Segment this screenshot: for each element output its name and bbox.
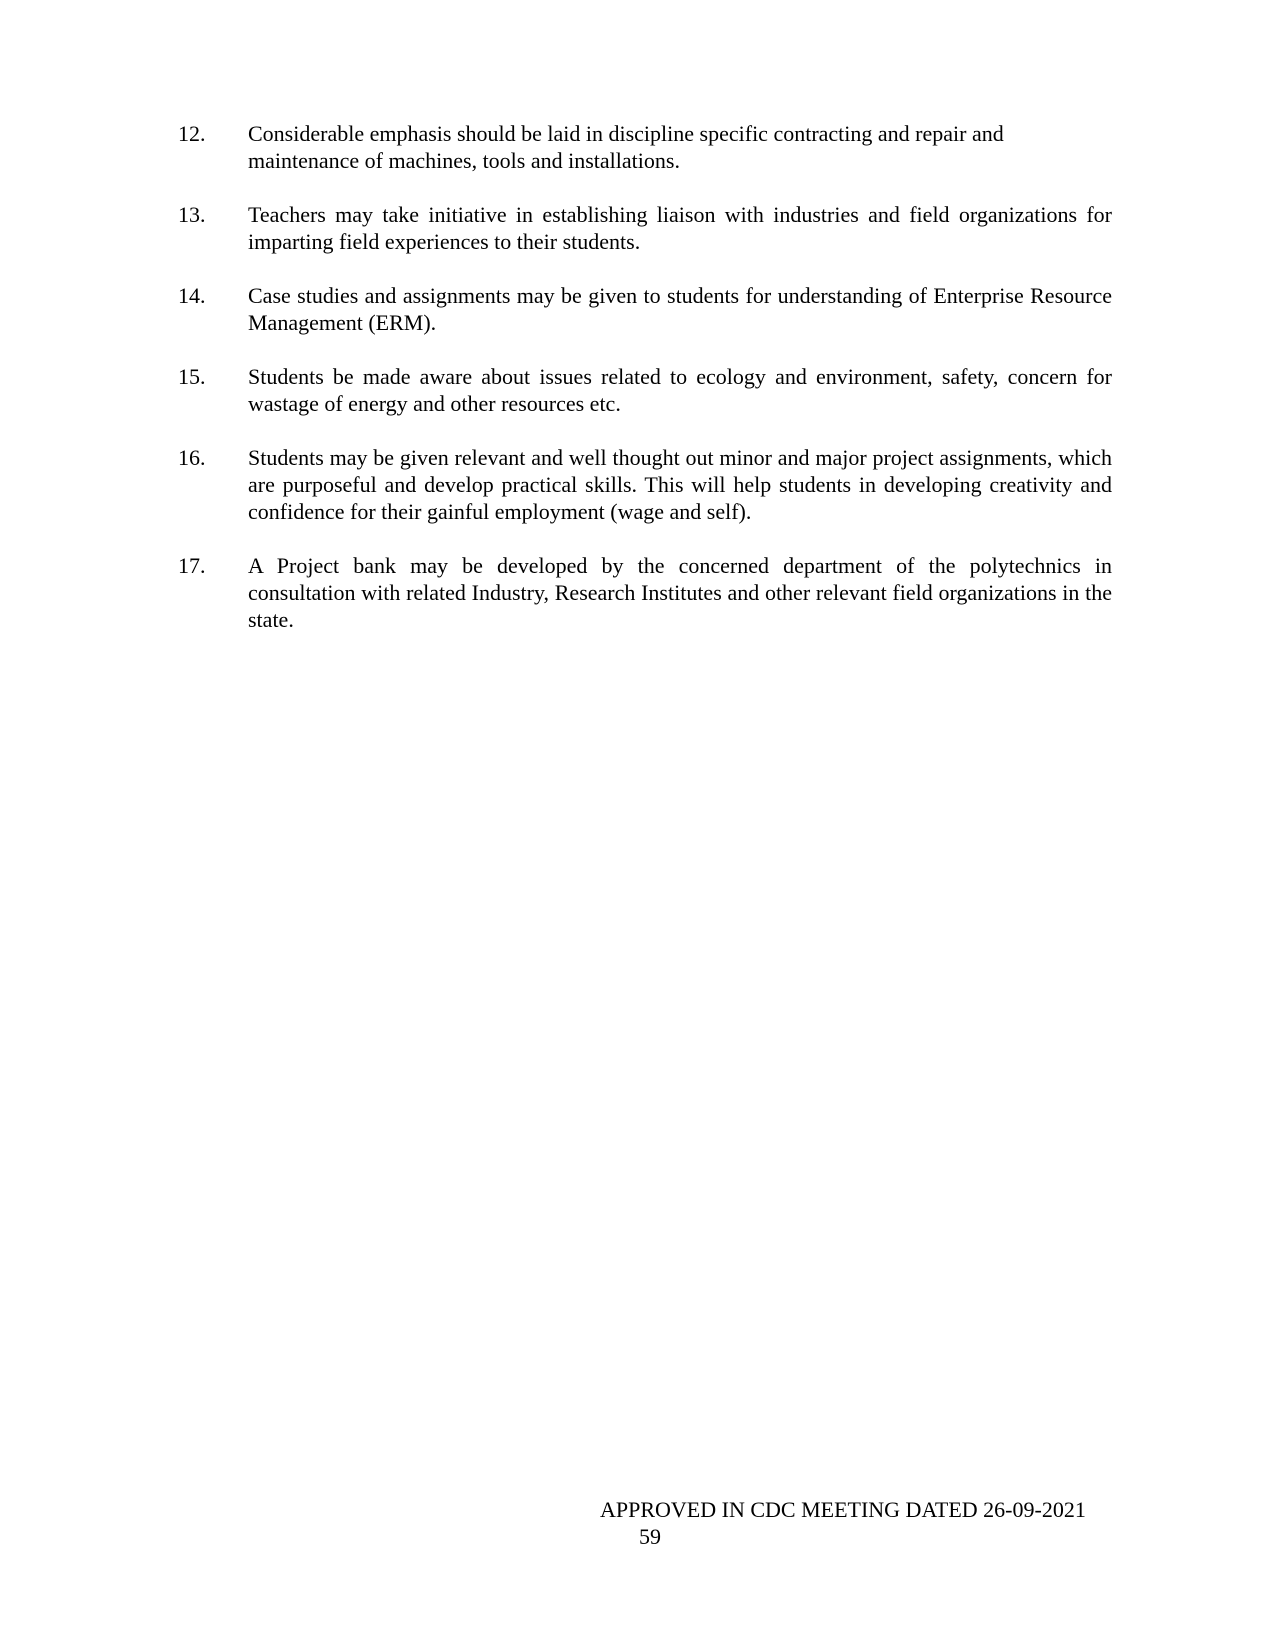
list-item-number: 12. bbox=[178, 121, 206, 146]
list-item-text: Case studies and assignments may be given to students for understanding of Enterprise Resource Management (ERM). bbox=[248, 283, 1112, 335]
list-item-number: 13. bbox=[178, 202, 206, 227]
list-item-number: 15. bbox=[178, 364, 206, 389]
list-item bbox=[178, 552, 1112, 633]
list-item bbox=[178, 444, 1112, 525]
list-item-number: 14. bbox=[178, 283, 206, 308]
list-item-number: 17. bbox=[178, 553, 206, 578]
page-number: 59 bbox=[639, 1524, 661, 1549]
approval-footer: APPROVED IN CDC MEETING DATED 26-09-2021 bbox=[600, 1497, 1086, 1522]
list-item bbox=[178, 282, 1112, 336]
list-item bbox=[178, 120, 1112, 174]
list-item-text: A Project bank may be developed by the concerned department of the polytechnics in consultation with related Industry, Research Institutes and other relevant field organizations in the state. bbox=[248, 553, 1112, 632]
list-item-text: Students may be given relevant and well thought out minor and major project assignments, which are purposeful and develop practical skills. This will help students in developing creativity and confidence for their gainful employment (wage and self). bbox=[248, 445, 1112, 524]
list-item-text: Students be made aware about issues related to ecology and environment, safety, concern for wastage of energy and other resources etc. bbox=[248, 364, 1112, 416]
list-item-text: Considerable emphasis should be laid in discipline specific contracting and repair and maintenance of machines, tools and installations. bbox=[248, 121, 1004, 173]
list-item-number: 16. bbox=[178, 445, 206, 470]
list-item bbox=[178, 201, 1112, 255]
numbered-list bbox=[178, 120, 1112, 660]
list-item bbox=[178, 363, 1112, 417]
list-item-text: Teachers may take initiative in establishing liaison with industries and field organizations for imparting field experiences to their students. bbox=[248, 202, 1112, 254]
